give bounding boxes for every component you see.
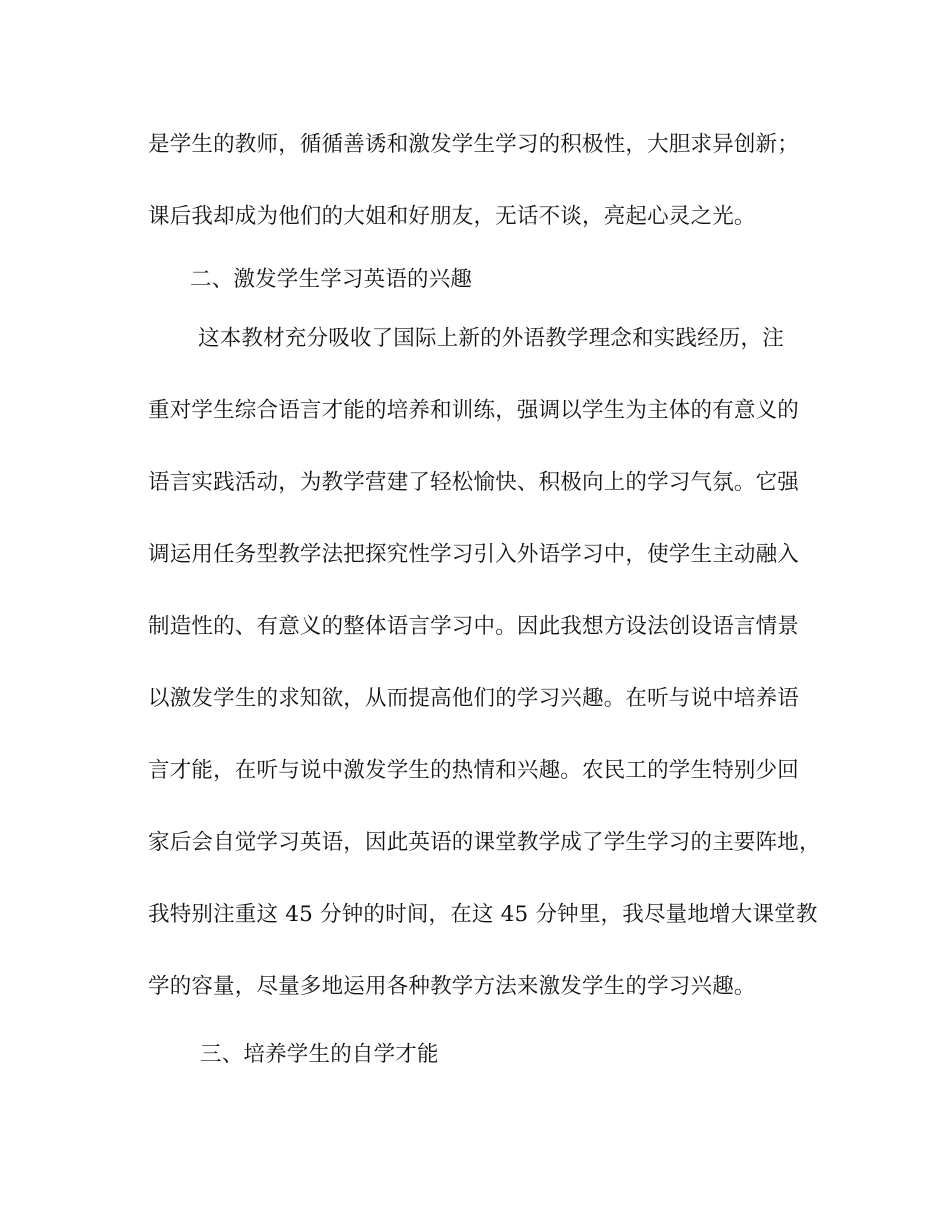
paragraph-line: 制造性的、有意义的整体语言学习中。因此我想方设法创设语言情景	[148, 614, 800, 639]
paragraph-line: 课后我却成为他们的大姐和好朋友，无话不谈，亮起心灵之光。	[148, 204, 756, 229]
section-heading: 三、培养学生的自学才能	[200, 1042, 439, 1067]
paragraph-line: 以激发学生的求知欲，从而提高他们的学习兴趣。在听与说中培养语	[148, 686, 800, 711]
paragraph-line: 学的容量，尽量多地运用各种教学方法来激发学生的学习兴趣。	[148, 974, 756, 999]
paragraph-line: 言才能，在听与说中激发学生的热情和兴趣。农民工的学生特别少回	[148, 758, 800, 783]
paragraph-line: 是学生的教师，循循善诱和激发学生学习的积极性，大胆求异创新；	[148, 132, 800, 157]
paragraph-line: 语言实践活动，为教学营建了轻松愉快、积极向上的学习气氛。它强	[148, 470, 800, 495]
paragraph-line: 这本教材充分吸收了国际上新的外语教学理念和实践经历，注	[198, 326, 784, 351]
paragraph-line: 家后会自觉学习英语，因此英语的课堂教学成了学生学习的主要阵地，	[148, 830, 821, 855]
paragraph-line: 重对学生综合语言才能的培养和训练，强调以学生为主体的有意义的	[148, 398, 800, 423]
paragraph-line: 我特别注重这 45 分钟的时间，在这 45 分钟里，我尽量地增大课堂教	[148, 902, 818, 927]
paragraph-line: 调运用任务型教学法把探究性学习引入外语学习中，使学生主动融入	[148, 542, 800, 567]
section-heading: 二、激发学生学习英语的兴趣	[190, 267, 473, 292]
